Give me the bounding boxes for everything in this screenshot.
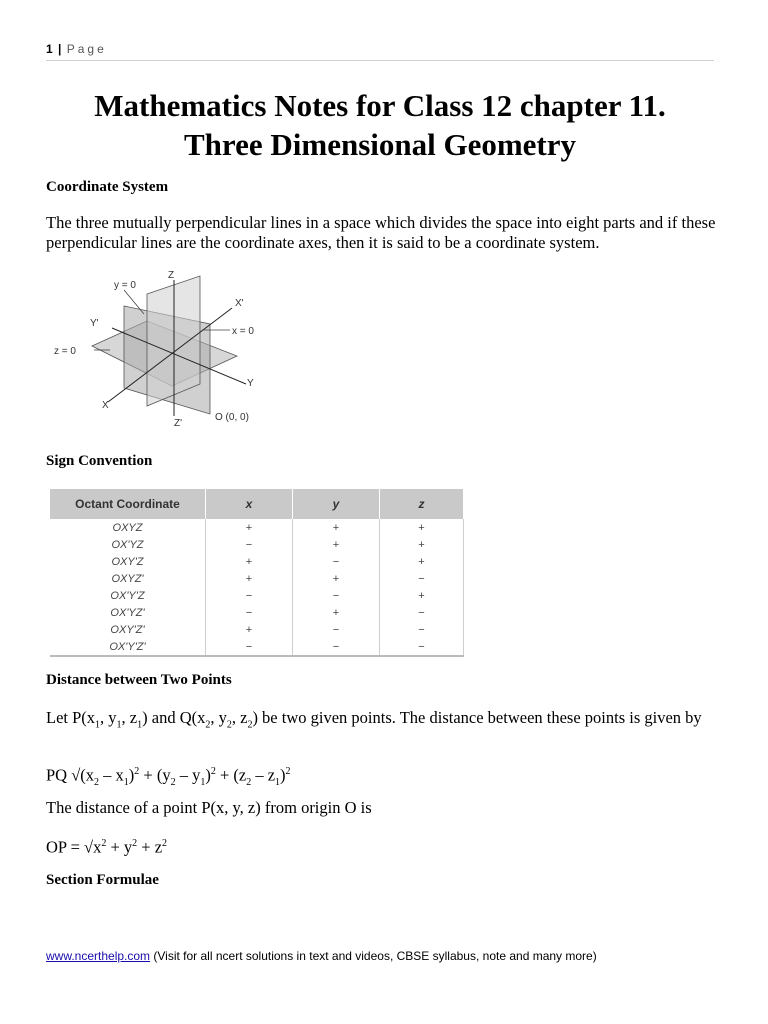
origin-distance-formula: OP = $√x^2 + y^2 + z^2$: [46, 837, 168, 857]
cell-y: +: [292, 570, 379, 587]
label-z: Z: [168, 270, 175, 281]
cell-z: +: [379, 519, 463, 536]
table-row: [50, 638, 464, 656]
cell-z: +: [379, 536, 463, 553]
table-row: [50, 519, 464, 536]
table-row: [50, 570, 464, 587]
cell-octant: OXYZ: [50, 519, 206, 536]
document-title: [40, 86, 720, 164]
col-x: x: [206, 489, 293, 519]
label-y: Y: [247, 378, 254, 389]
cell-octant: OX'Y'Z': [50, 638, 206, 656]
cell-x: −: [206, 587, 293, 604]
cell-z: −: [379, 621, 463, 638]
footer-link[interactable]: www.ncerthelp.com: [46, 949, 151, 963]
octant-sign-table: [50, 489, 464, 657]
label-y0: y = 0: [114, 280, 136, 291]
cell-octant: OX'YZ': [50, 604, 206, 621]
table-row: [50, 604, 464, 621]
footer-text: (Visit for all ncert solutions in text and videos, CBSE syllabus, note and many more): [153, 949, 597, 963]
cell-y: −: [292, 621, 379, 638]
title-line-1: Mathematics Notes for Class 12 chapter 11.: [94, 88, 666, 123]
table-row: [50, 536, 464, 553]
cell-y: −: [292, 587, 379, 604]
cell-z: −: [379, 638, 463, 656]
origin-distance-text: The distance of a point P(x, y, z) from origin O is: [46, 798, 372, 817]
label-x: X: [102, 400, 109, 411]
cell-y: −: [292, 553, 379, 570]
col-y: y: [292, 489, 379, 519]
cell-octant: OX'YZ: [50, 536, 206, 553]
cell-z: −: [379, 604, 463, 621]
cell-z: +: [379, 553, 463, 570]
distance-intro-text: Let $P(x_1$, $y_1$, $z_1$) and $Q(x_2$, $y_2$, $z_2$) be two given points. The distance between these points is given by: [46, 708, 702, 731]
cell-x: +: [206, 519, 293, 536]
page-separator: |: [58, 42, 62, 56]
heading-coordinate-system: Coordinate System: [46, 179, 169, 195]
label-yprime: Y': [90, 318, 99, 329]
page-word: Page: [66, 42, 107, 56]
page-header: [46, 42, 714, 61]
cell-x: −: [206, 536, 293, 553]
table-row: [50, 621, 464, 638]
cell-x: +: [206, 553, 293, 570]
title-line-2: Three Dimensional Geometry: [183, 127, 577, 162]
table-row: [50, 587, 464, 604]
label-zprime: Z': [174, 418, 183, 429]
cell-x: +: [206, 621, 293, 638]
cell-octant: OXYZ': [50, 570, 206, 587]
cell-y: −: [292, 638, 379, 656]
label-x0: x = 0: [232, 326, 254, 337]
table-row: [50, 553, 464, 570]
label-z0: z = 0: [54, 346, 76, 357]
cell-x: −: [206, 638, 293, 656]
cell-y: +: [292, 536, 379, 553]
cell-octant: OX'Y'Z: [50, 587, 206, 604]
cell-y: +: [292, 604, 379, 621]
table-header-row: [50, 489, 464, 519]
page-number: 1: [46, 42, 53, 56]
col-z: z: [379, 489, 463, 519]
cell-z: −: [379, 570, 463, 587]
label-xprime: X': [235, 298, 244, 309]
coordinate-planes-diagram: [52, 266, 272, 436]
coordinate-system-text: The three mutually perpendicular lines in a space which divides the space into eight parts and if these perpendicular lines are the coordinate axes, then it is said to be a coordinate system.: [46, 213, 716, 252]
label-origin: O (0, 0): [215, 412, 249, 423]
heading-sign-convention: Sign Convention: [46, 453, 153, 469]
cell-z: +: [379, 587, 463, 604]
heading-section-formulae: Section Formulae: [46, 872, 159, 888]
cell-x: −: [206, 604, 293, 621]
heading-distance: Distance between Two Points: [46, 672, 232, 688]
cell-octant: OXY'Z': [50, 621, 206, 638]
col-octant: Octant Coordinate: [50, 489, 206, 519]
cell-octant: OXY'Z: [50, 553, 206, 570]
cell-y: +: [292, 519, 379, 536]
distance-formula: PQ $√(x_2 - x_1)^2 + (y_2 - y_1)^2 + (z_2 - z_1)^2$: [46, 765, 291, 788]
cell-x: +: [206, 570, 293, 587]
page-footer: [46, 949, 726, 963]
